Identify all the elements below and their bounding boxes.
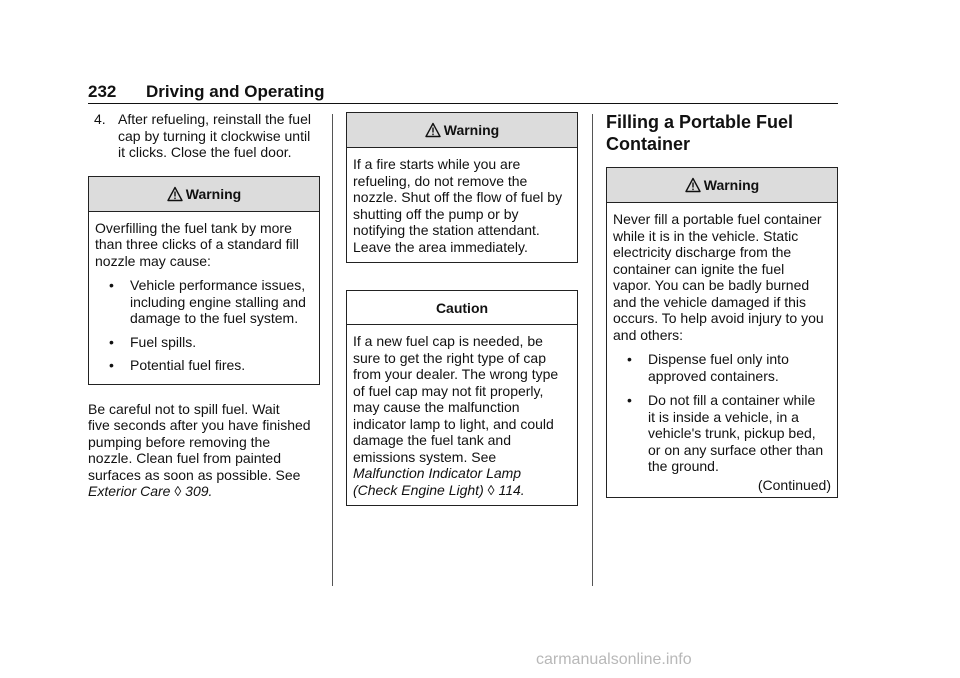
xref-page[interactable]: 309 [185,483,209,499]
bullet-line: including engine stalling and [130,293,306,310]
warning-line: If a fire starts while you are [353,156,521,172]
warning-header [347,113,577,148]
bullet-line: vehicle's trunk, pickup bed, [648,425,816,441]
bullet-item [95,334,313,351]
paragraph-line: Be careful not to spill fuel. Wait [88,400,280,417]
warning-line: notifying the station attendant. [353,222,540,238]
warning-title: Warning [443,122,500,138]
warning-line: electricity discharge from the [613,244,792,260]
warning-line: occurs. To help avoid injury to you [613,310,824,326]
paragraph-line: pumping before removing the [88,433,271,450]
bullet-item [95,357,313,374]
warning-box-overfill [88,176,320,385]
bullet-item [613,351,831,384]
xref-page[interactable]: 114 [498,481,521,498]
column-3 [606,111,838,498]
step-4 [88,111,320,161]
paragraph-spill [88,401,320,500]
warning-triangle-icon [167,186,183,202]
watermark: carmanualsonline.info [536,651,692,668]
caution-line: If a new fuel cap is needed, be [353,333,543,349]
continued-label: (Continued) [757,476,831,493]
column-divider-2 [592,114,593,586]
xref-text[interactable]: Exterior Care [88,483,171,499]
header-rule [88,103,838,104]
bullet-line: damage to the fuel system. [130,310,299,326]
warning-line: Never fill a portable fuel container [613,211,822,227]
paragraph-line: surfaces as soon as possible. See [88,466,301,483]
warning-line: container can ignite the fuel [613,260,785,277]
heading-line: Container [606,134,691,154]
warning-line: refueling, do not remove the [353,172,528,189]
warning-title: Warning [185,185,242,202]
caution-header [347,291,577,325]
paragraph-line: five seconds after you have finished [88,417,311,433]
step-line: cap by turning it clockwise until [118,127,311,144]
warning-line: and the vehicle damaged if this [613,293,807,310]
caution-line: of fuel cap may not fit properly, [353,382,544,399]
caution-line: damage the fuel tank and [353,432,512,448]
warning-header [607,168,837,203]
xref-malfunction-lamp-line2[interactable] [353,482,571,499]
bullet-line: approved containers. [648,367,779,384]
bullet-line: the ground. [648,458,719,474]
column-1 [88,111,320,500]
xref-malfunction-lamp[interactable]: Malfunction Indicator Lamp [353,465,522,481]
section-heading [606,111,838,155]
warning-line: nozzle may cause: [95,252,211,269]
xref-period: . [208,483,213,499]
step-line: it clicks. Close the fuel door. [118,144,292,160]
step-line: After refueling, reinstall the fuel [118,111,311,127]
bullet-glyph: • [627,351,632,367]
bullet-glyph: • [109,277,114,293]
warning-body [607,203,837,497]
warning-title: Warning [703,177,760,193]
column-2 [346,112,578,506]
bullet-line: Fuel spills. [130,333,197,350]
warning-line: Leave the area immediately. [353,238,528,255]
warning-line: Overfilling the fuel tank by more [95,219,292,236]
xref-period: . [520,481,525,498]
bullet-glyph: • [109,333,114,350]
warning-body [89,212,319,384]
xref-arrow-icon: ◊ [174,483,182,499]
warning-triangle-icon [425,122,441,138]
column-divider-1 [332,114,333,586]
caution-line: sure to get the right type of cap [353,349,547,366]
warning-line: and others: [613,326,684,343]
warning-line: while it is in the vehicle. Static [613,227,799,244]
caution-line: from your dealer. The wrong type [353,366,559,382]
bullet-line: Do not fill a container while [648,392,816,408]
bullet-line: Potential fuel fires. [130,357,246,373]
bullet-item [95,277,313,327]
xref-arrow-icon: ◊ [487,481,495,498]
caution-title: Caution [435,300,489,316]
section-title: Driving and Operating [146,82,325,101]
warning-body [347,148,577,262]
caution-line: may cause the malfunction [353,399,520,415]
caution-box-fuel-cap [346,290,578,506]
paragraph-line: nozzle. Clean fuel from painted [88,450,281,466]
xref-text[interactable]: (Check Engine Light) [353,481,484,498]
bullet-line: Dispense fuel only into [648,351,789,367]
page-header [88,84,838,104]
warning-line: than three clicks of a standard fill [95,236,299,252]
warning-line: nozzle. Shut off the flow of fuel by [353,189,563,205]
caution-line: indicator lamp to light, and could [353,415,554,432]
bullet-glyph: • [109,357,114,373]
step-number: 4. [94,111,106,127]
caution-body [347,325,577,505]
warning-box-portable-container [606,167,838,498]
xref-exterior-care[interactable] [88,483,320,500]
warning-line: shutting off the pump or by [353,205,519,222]
bullet-line: or on any surface other than [648,441,824,458]
warning-header [89,177,319,212]
warning-box-fire [346,112,578,263]
bullet-line: it is inside a vehicle, in a [648,408,799,425]
bullet-glyph: • [627,392,632,408]
heading-line: Filling a Portable Fuel [606,112,794,132]
caution-line: emissions system. See [353,448,497,465]
warning-triangle-icon [685,177,701,193]
bullet-line: Vehicle performance issues, [130,277,306,293]
page-number: 232 [88,82,117,101]
bullet-item [613,392,831,475]
warning-line: vapor. You can be badly burned [613,277,810,293]
